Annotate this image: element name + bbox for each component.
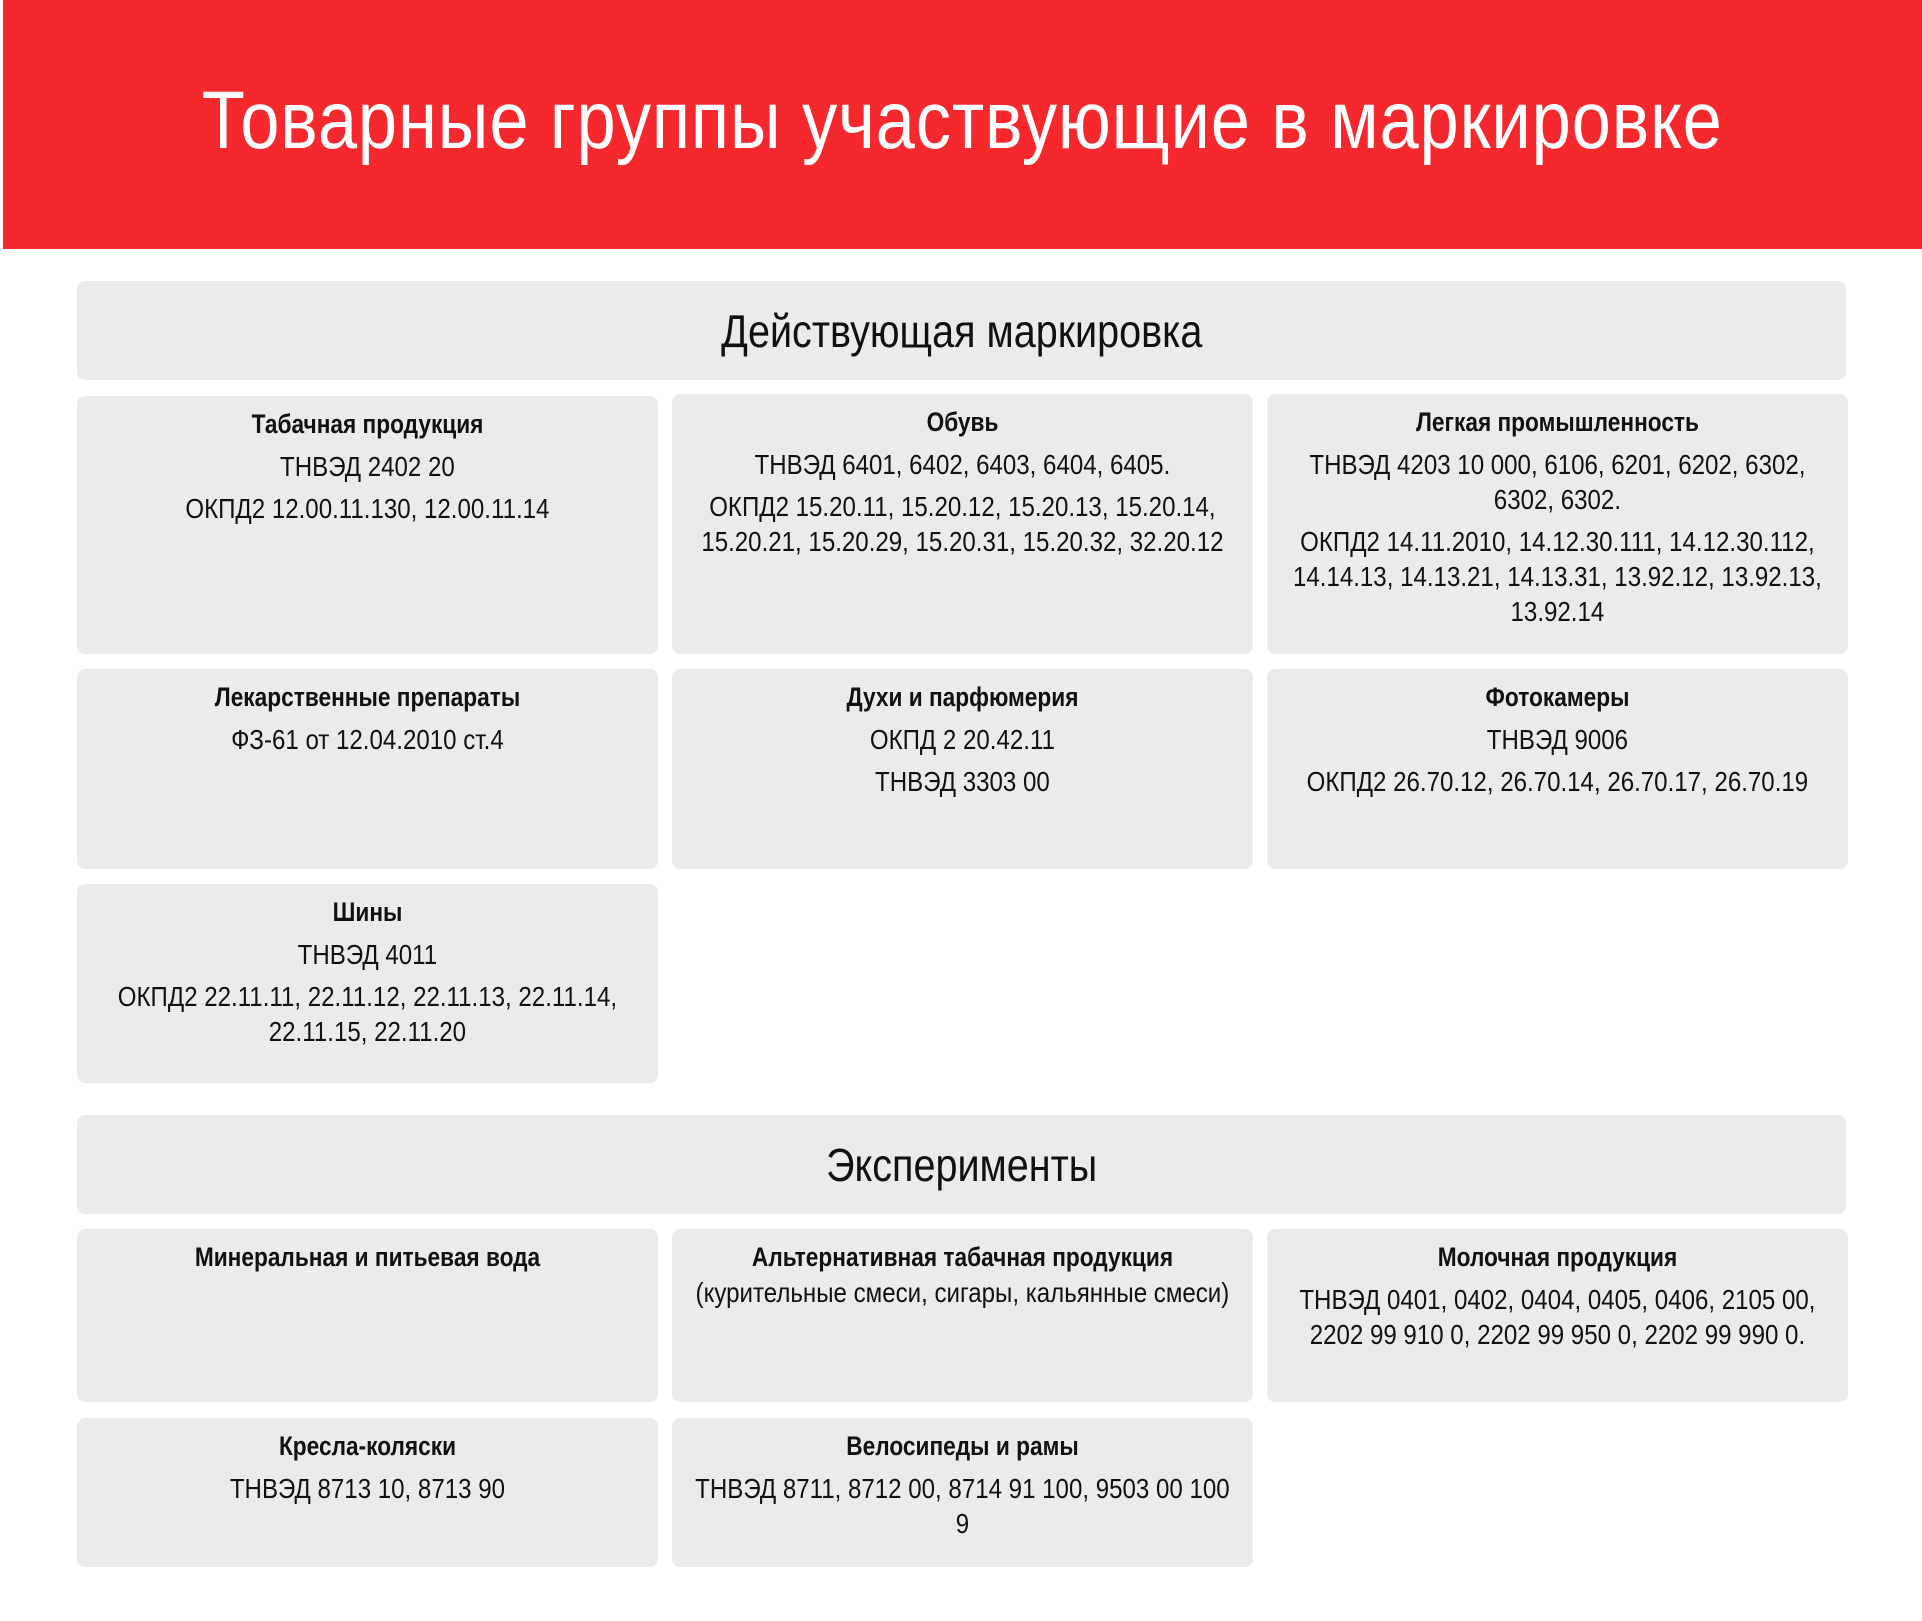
card-title: Кресла-коляски [278, 1431, 457, 1461]
header-banner [3, 0, 1922, 249]
card-code: ТНВЭД 9006 [1486, 724, 1629, 755]
card-footwear [672, 394, 1253, 654]
card-bicycles [672, 1418, 1253, 1567]
card-title: Шины [332, 897, 403, 927]
section-header-experiments [77, 1115, 1846, 1214]
section-title-active: Действующая маркировка [720, 304, 1203, 357]
card-light-industry [1267, 394, 1848, 654]
card-title: Альтернативная табачная продукция [751, 1242, 1174, 1272]
card-cameras [1267, 669, 1848, 869]
card-code: ТНВЭД 6401, 6402, 6403, 6404, 6405. [754, 449, 1171, 480]
card-code: ТНВЭД 4011 [297, 939, 438, 970]
card-alt-tobacco [672, 1229, 1253, 1402]
section-header-active [77, 281, 1846, 380]
card-title: Лекарственные препараты [214, 682, 521, 712]
section-title-experiments: Эксперименты [825, 1138, 1098, 1191]
card-dairy [1267, 1229, 1848, 1402]
card-title: Духи и парфюмерия [846, 682, 1079, 712]
card-code: ТНВЭД 2402 20 [280, 451, 455, 482]
card-code: ТНВЭД 0401, 0402, 0404, 0405, 0406, 2105 00, 2202 99 910 0, 2202 99 950 0, 2202 99 990 0. [1299, 1284, 1816, 1350]
card-code: ОКПД2 26.70.12, 26.70.14, 26.70.17, 26.70.19 [1306, 766, 1809, 797]
card-title: Легкая промышленность [1416, 407, 1699, 437]
card-code: ОКПД2 12.00.11.130, 12.00.11.14 [185, 493, 550, 524]
card-code: ТНВЭД 8713 10, 8713 90 [229, 1473, 506, 1504]
card-water [77, 1229, 658, 1402]
card-tobacco [77, 396, 658, 654]
card-code: ТНВЭД 4203 10 000, 6106, 6201, 6202, 6302, 6302, 6302. [1309, 449, 1806, 515]
card-code: ОКПД2 14.11.2010, 14.12.30.111, 14.12.30.112, 14.14.13, 14.13.21, 14.13.31, 13.92.12, 13.92.13, 13.92.14 [1293, 526, 1822, 627]
card-code: ТНВЭД 3303 00 [875, 766, 1050, 797]
card-title: Табачная продукция [251, 409, 484, 439]
card-title: Минеральная и питьевая вода [194, 1242, 541, 1272]
card-title: Велосипеды и рамы [846, 1431, 1079, 1461]
card-code: ОКПД2 15.20.11, 15.20.12, 15.20.13, 15.20.14, 15.20.21, 15.20.29, 15.20.31, 15.20.32, 32.20.12 [701, 491, 1224, 557]
card-title: Обувь [926, 407, 999, 437]
card-subtitle: (курительные смеси, сигары, кальянные смеси) [695, 1277, 1230, 1308]
card-code: ТНВЭД 8711, 8712 00, 8714 91 100, 9503 00 100 9 [695, 1473, 1230, 1539]
page-title: Товарные группы участвующие в маркировке [202, 74, 1723, 166]
card-perfume [672, 669, 1253, 869]
card-code: ФЗ-61 от 12.04.2010 ст.4 [231, 724, 504, 755]
card-medicines [77, 669, 658, 869]
card-title: Молочная продукция [1437, 1242, 1678, 1272]
card-tires [77, 884, 658, 1083]
card-wheelchairs [77, 1418, 658, 1567]
card-title: Фотокамеры [1485, 682, 1630, 712]
card-code: ОКПД2 22.11.11, 22.11.12, 22.11.13, 22.11.14, 22.11.15, 22.11.20 [117, 981, 618, 1047]
card-code: ОКПД 2 20.42.11 [869, 724, 1056, 755]
